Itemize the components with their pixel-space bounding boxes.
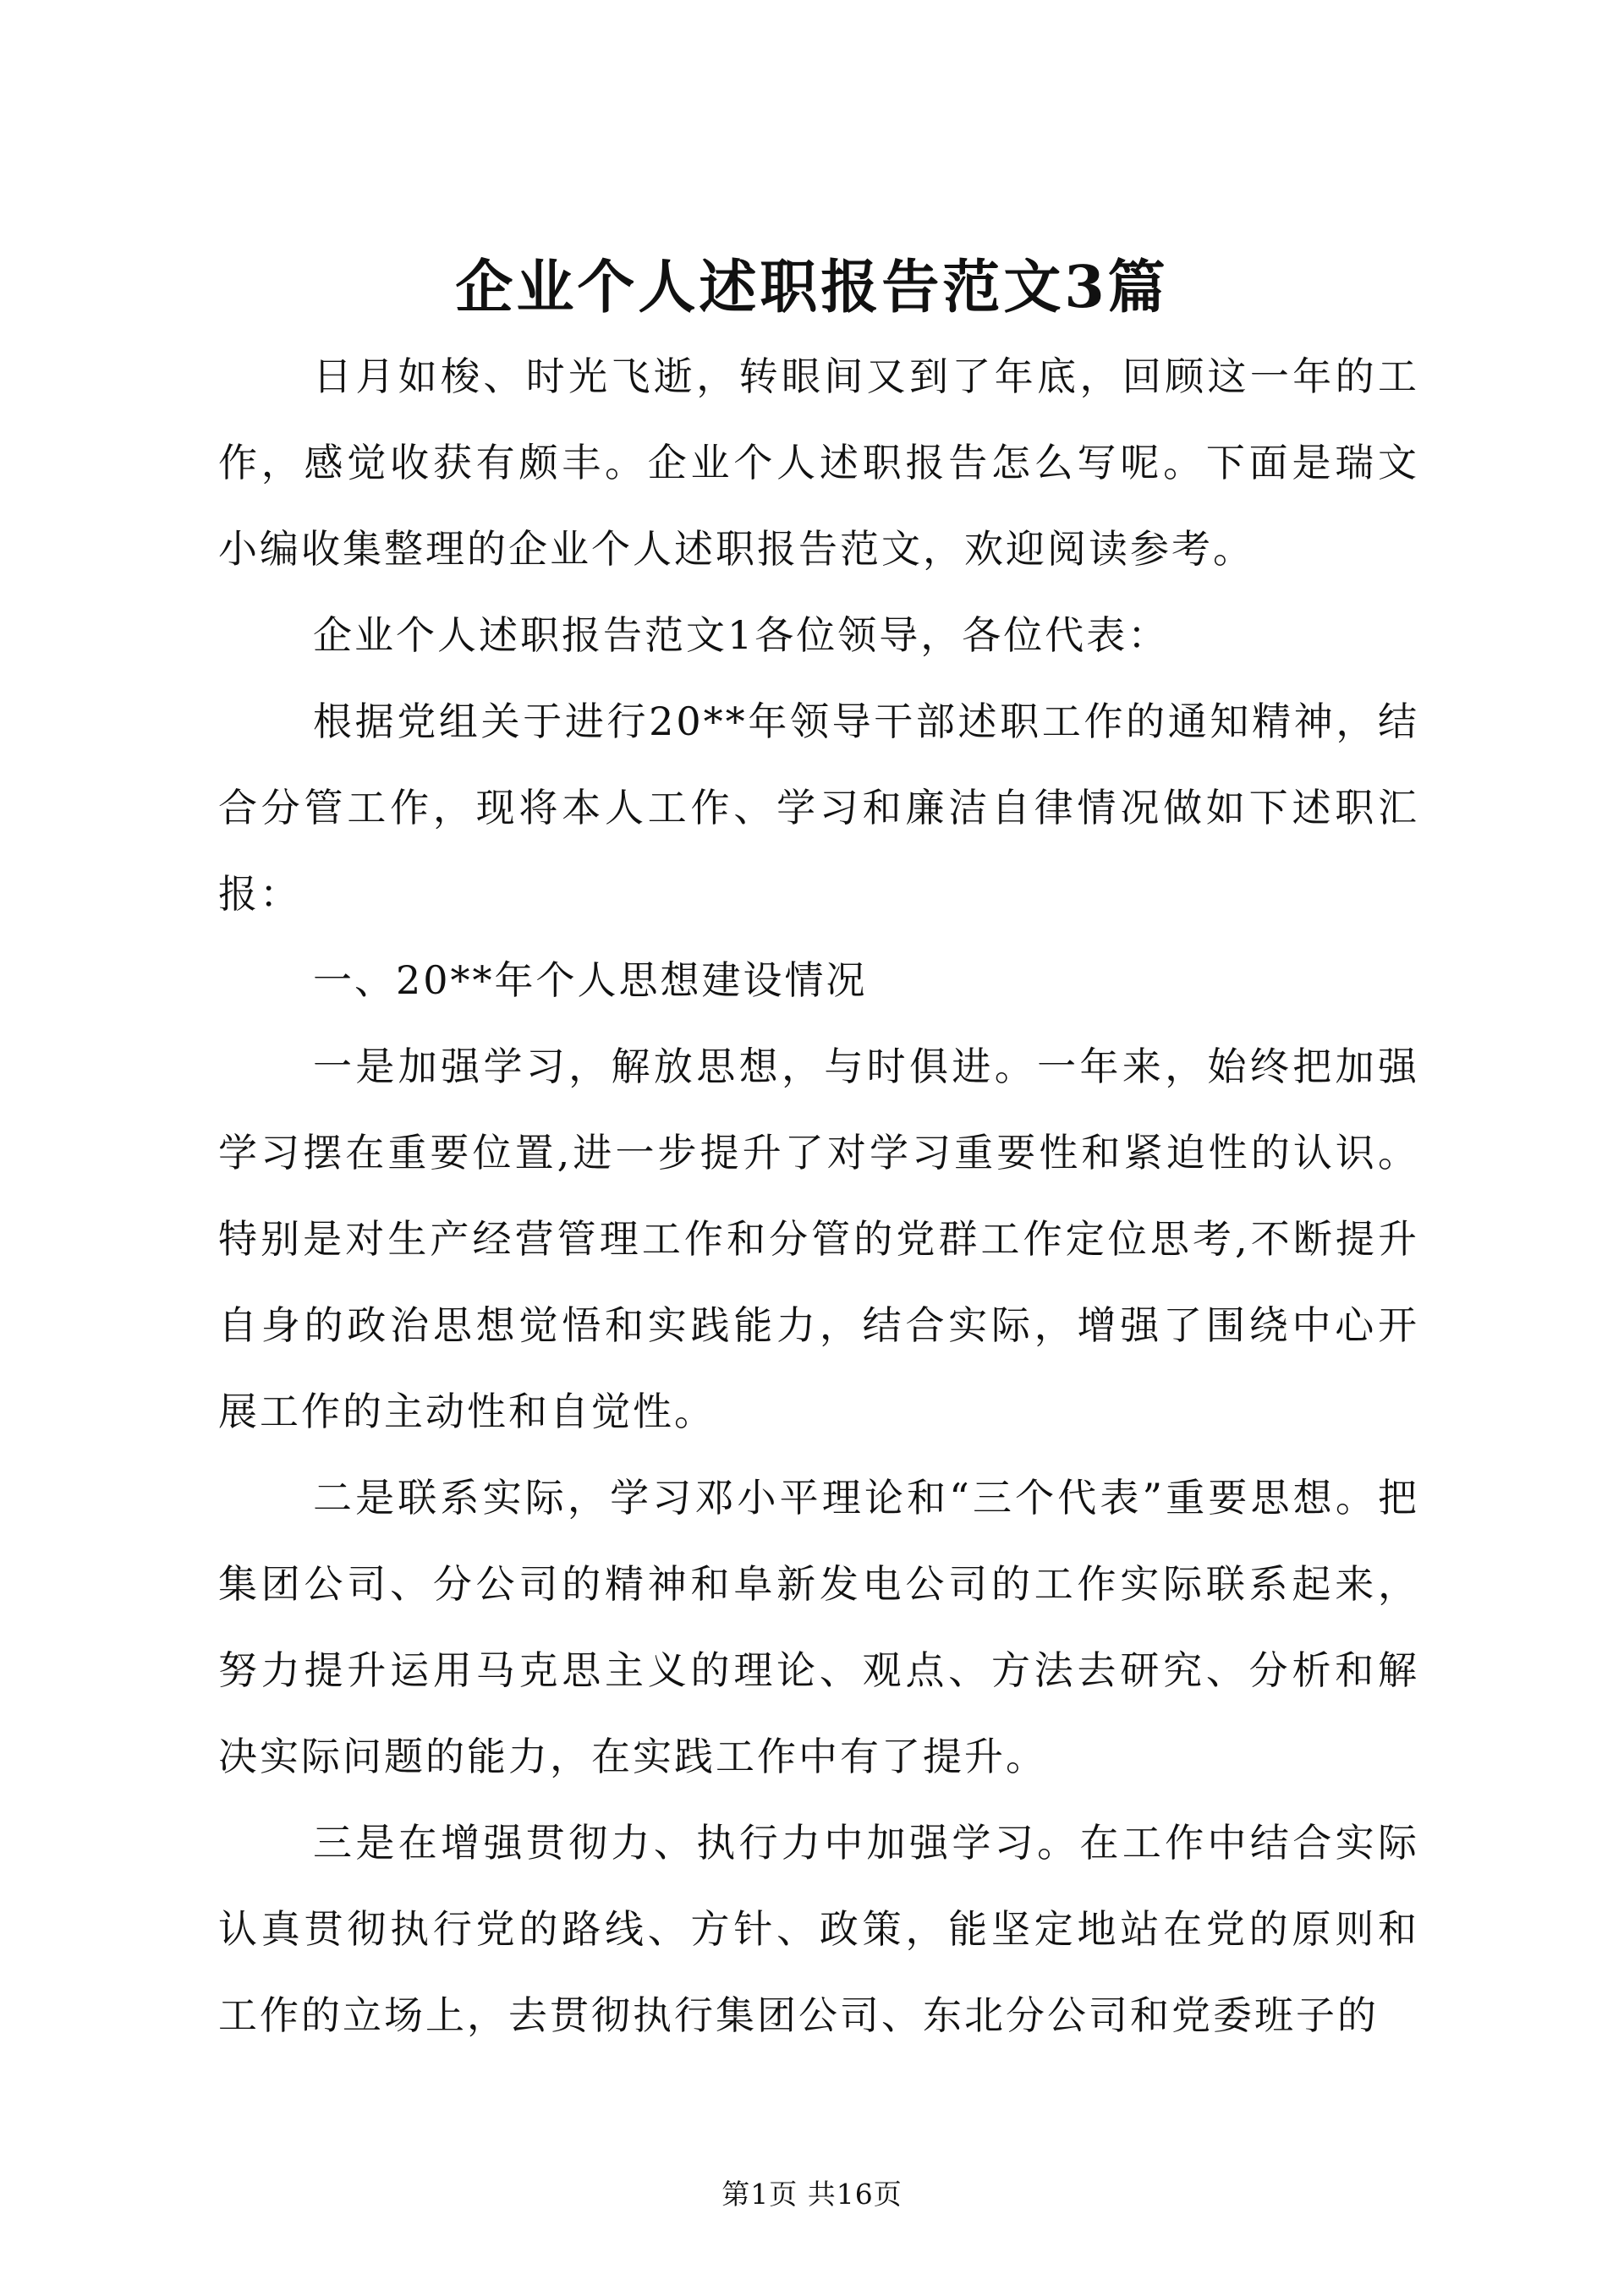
paragraph-point-three: 三是在增强贯彻力、执行力中加强学习。在工作中结合实际认真贯彻执行党的路线、方针、政策，能坚定地站在党的原则和工作的立场上，去贯彻执行集团公司、东北分公司和党委班子的 xyxy=(218,1820,1419,2038)
section-heading: 一、20**年个人思想建设情况 xyxy=(313,957,868,1003)
paragraph-point-two: 二是联系实际，学习邓小平理论和“三个代表”重要思想。把集团公司、分公司的精神和阜新发电公司的工作实际联系起来，努力提升运用马克思主义的理论、观点、方法去研究、分析和解决实际问题的能力，在实践工作中有了提升。 xyxy=(218,1475,1419,1779)
document-title: 企业个人述职报告范文3篇 xyxy=(455,254,1169,321)
page-footer: 第1页 共16页 xyxy=(721,2178,903,2211)
paragraph-intro: 日月如梭、时光飞逝，转眼间又到了年底，回顾这一年的工作，感觉收获有颇丰。企业个人述职报告怎么写呢。下面是瑞文小编收集整理的企业个人述职报告范文，欢迎阅读参考。 xyxy=(218,353,1419,572)
paragraph-point-one: 一是加强学习，解放思想，与时俱进。一年来，始终把加强学习摆在重要位置,进一步提升了对学习重要性和紧迫性的认识。特别是对生产经营管理工作和分管的党群工作定位思考,不断提升自身的政治思想觉悟和实践能力，结合实际，增强了围绕中心开展工作的主动性和自觉性。 xyxy=(218,1044,1419,1434)
document-body xyxy=(218,333,1419,2058)
paragraph-purpose: 根据党组关于进行20**年领导干部述职工作的通知精神，结合分管工作，现将本人工作、学习和廉洁自律情况做如下述职汇报： xyxy=(218,699,1419,917)
paragraph-greeting: 企业个人述职报告范文1各位领导，各位代表： xyxy=(313,612,1170,658)
